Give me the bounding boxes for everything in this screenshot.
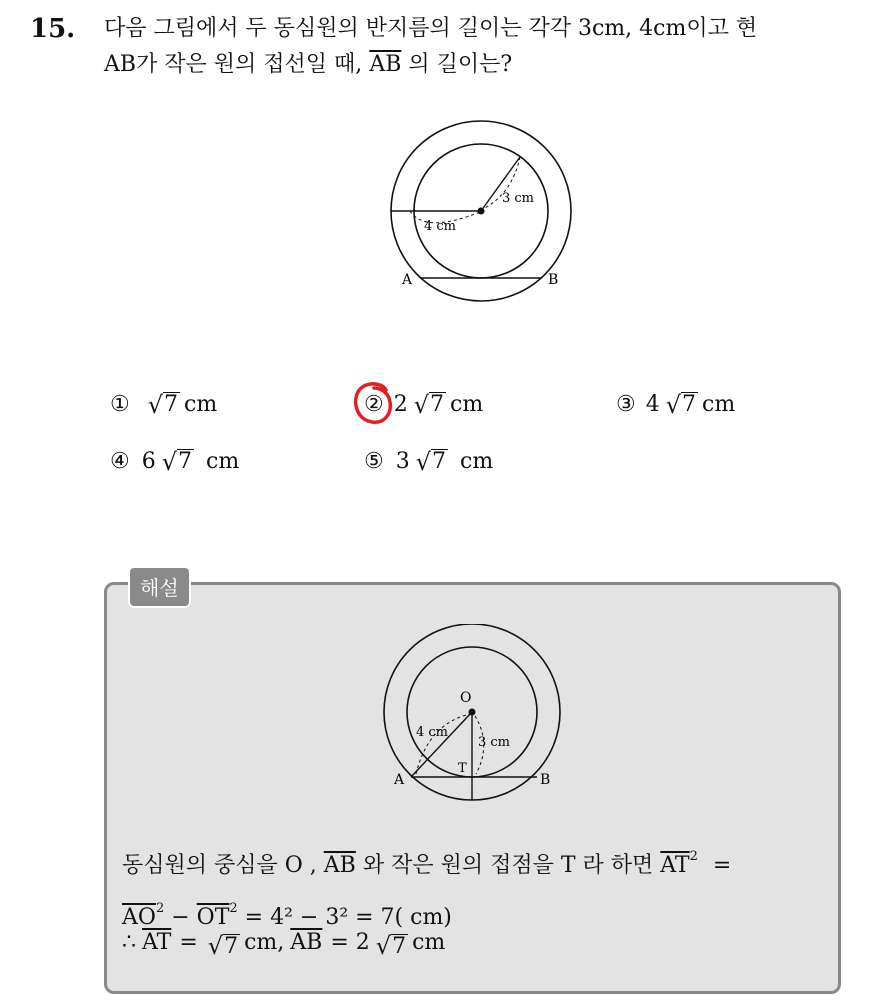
minus: −	[171, 905, 190, 930]
label-b: B	[548, 272, 559, 288]
unit: cm,	[244, 930, 285, 955]
label-a: A	[402, 272, 413, 288]
unit: cm	[450, 392, 484, 417]
label-4cm: 4 cm	[424, 219, 457, 234]
chord-label: AB	[104, 52, 137, 77]
choice-mark: ④	[110, 449, 130, 474]
solution-text: = 4² − 3² = 7( cm)	[244, 905, 452, 930]
equals: = 2	[330, 930, 370, 955]
sqrt: √ 7	[413, 390, 445, 419]
solution-text: 동심원의 중심을 O ,	[122, 853, 317, 878]
center-point	[469, 709, 476, 716]
question-number: 15.	[30, 14, 76, 44]
exponent: 2	[155, 901, 165, 916]
choice-mark: ①	[110, 392, 130, 417]
unit: cm	[460, 449, 494, 474]
question-text-line2	[104, 50, 512, 80]
solution-line3	[122, 928, 445, 958]
coef: 2	[393, 392, 408, 417]
sqrt: √ 7	[207, 932, 239, 960]
sqrt: √ 7	[375, 932, 407, 960]
unit: cm	[702, 392, 736, 417]
sqrt: √ 7	[161, 447, 193, 476]
solution-line1	[122, 842, 731, 881]
therefore: ∴	[122, 930, 136, 955]
question-text-line1: 다음 그림에서 두 동심원의 반지름의 길이는 각각 3cm, 4cm이고 현	[104, 16, 758, 41]
center-point	[478, 208, 485, 215]
choice-5[interactable]	[364, 449, 493, 474]
sqrt: √ 7	[665, 390, 697, 419]
segment-at: $\overline{AT}$	[142, 930, 172, 955]
segment-ab: $\overline{AB}$	[290, 930, 323, 955]
coef: 4	[645, 392, 660, 417]
answer-circle-mark	[352, 378, 396, 428]
segment-ao: $\overline{AO}$	[122, 905, 156, 930]
solution-tag: 해설	[128, 566, 191, 608]
unit: cm	[184, 392, 218, 417]
label-t: T	[458, 761, 467, 776]
unit: cm	[206, 449, 240, 474]
equals: =	[179, 930, 198, 955]
label-b: B	[540, 772, 551, 788]
exponent: 2	[229, 901, 238, 916]
solution-text: 와 작은 원의 접점을 T 라 하면	[362, 853, 654, 878]
label-3cm: 3 cm	[502, 191, 535, 206]
segment-ab: $\overline{AB}$	[369, 52, 402, 77]
solution-figure	[380, 624, 570, 804]
choice-1[interactable]	[110, 392, 217, 417]
coef: 6	[141, 449, 156, 474]
question-text-part: 의 길이는?	[408, 52, 513, 77]
choice-mark: ③	[616, 392, 636, 417]
equals: =	[712, 853, 732, 878]
segment-ab: $\overline{AB}$	[323, 853, 356, 878]
label-4cm: 4 cm	[416, 725, 449, 740]
choice-4[interactable]	[110, 449, 239, 474]
sqrt: √ 7	[415, 447, 447, 476]
segment-ot: $\overline{OT}$	[196, 905, 230, 930]
question-text-part: 가 작은 원의 접선일 때,	[136, 52, 363, 77]
label-3cm: 3 cm	[478, 735, 511, 750]
label-o: O	[460, 690, 472, 706]
choice-mark: ②	[364, 392, 384, 417]
label-a: A	[394, 772, 405, 788]
exponent: 2	[689, 849, 698, 864]
question-figure	[380, 112, 580, 302]
choice-3[interactable]	[616, 392, 735, 417]
choice-mark: ⑤	[364, 449, 384, 474]
unit: cm	[412, 930, 446, 955]
coef: 3	[395, 449, 410, 474]
sqrt: √ 7	[147, 390, 179, 419]
segment-at: $\overline{AT}$	[660, 853, 690, 878]
